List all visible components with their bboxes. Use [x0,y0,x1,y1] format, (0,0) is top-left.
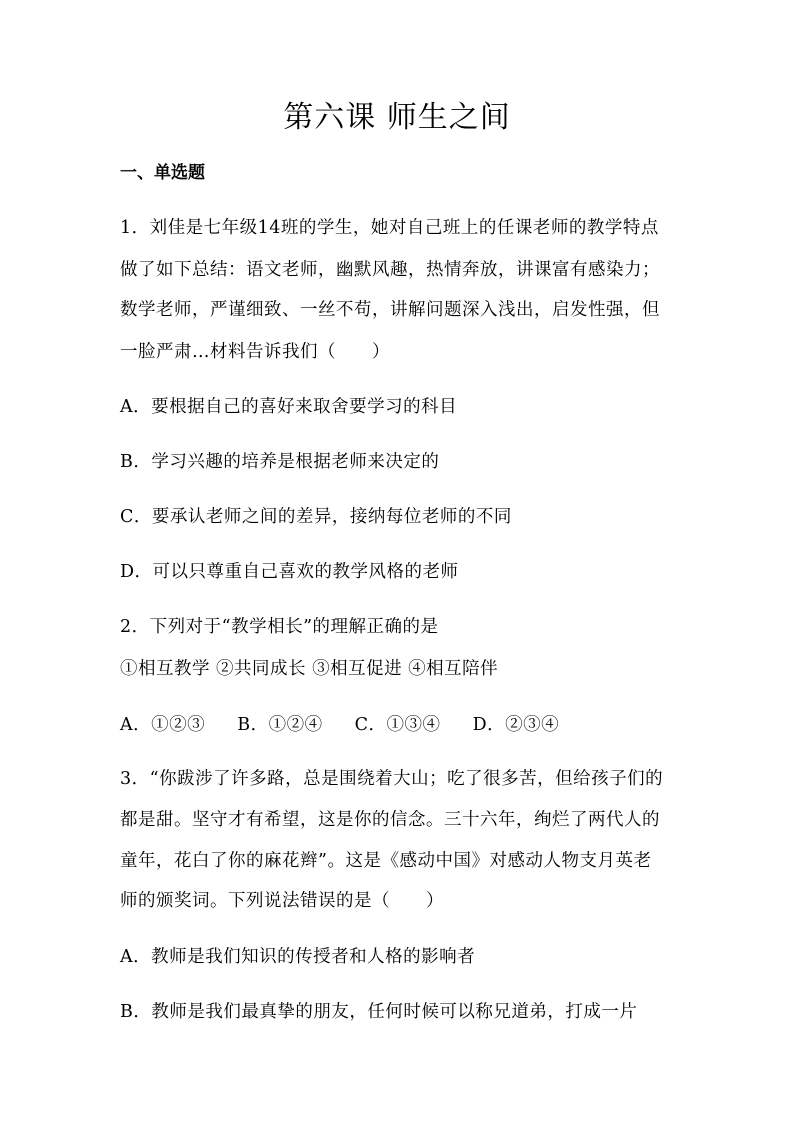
q2-items: ①相互教学 ②共同成长 ③相互促进 ④相互陪伴 [120,659,499,679]
q2-option-c: C．①③④ [354,715,441,735]
q2-stem: 2．下列对于“教学相长”的理解正确的是 [120,617,439,637]
section-heading: 一、单选题 [120,163,205,183]
q3-stem-line: 师的颁奖词。下列说法错误的是（ ） [120,891,444,911]
q3-stem-line: 都是甜。坚守才有希望，这是你的信念。三十六年，绚烂了两代人的 [120,810,660,830]
q3-stem-line: 童年，花白了你的麻花辫”。这是《感动中国》对感动人物支月英老 [120,851,652,871]
q2-option-a: A．①②③ [120,715,206,735]
q1-stem-line: 数学老师，严谨细致、一丝不苟，讲解问题深入浅出，启发性强，但 [120,300,660,320]
q3-stem-line: 3．“你跋涉了许多路，总是围绕着大山；吃了很多苦，但给孩子们的 [120,769,664,789]
q1-option-c: C．要承认老师之间的差异，接纳每位老师的不同 [120,507,512,527]
page-title: 第六课 师生之间 [283,100,511,135]
q3-option-a: A．教师是我们知识的传授者和人格的影响者 [120,947,476,967]
q1-option-d: D．可以只尊重自己喜欢的教学风格的老师 [120,562,459,582]
q1-stem-line: 1．刘佳是七年级14班的学生，她对自己班上的任课老师的教学特点 [120,218,659,238]
q1-option-a: A．要根据自己的喜好来取舍要学习的科目 [120,397,458,417]
q1-stem-line: 做了如下总结：语文老师，幽默风趣，热情奔放，讲课富有感染力； [120,260,660,280]
q2-options [120,711,690,739]
q2-option-d: D．②③④ [472,715,560,735]
q3-option-b: B．教师是我们最真挚的朋友，任何时候可以称兄道弟，打成一片 [120,1002,638,1022]
q1-stem-line: 一脸严肃…材料告诉我们（ ） [120,342,390,362]
q1-option-b: B．学习兴趣的培养是根据老师来决定的 [120,452,440,472]
q2-option-b: B．①②④ [237,715,323,735]
